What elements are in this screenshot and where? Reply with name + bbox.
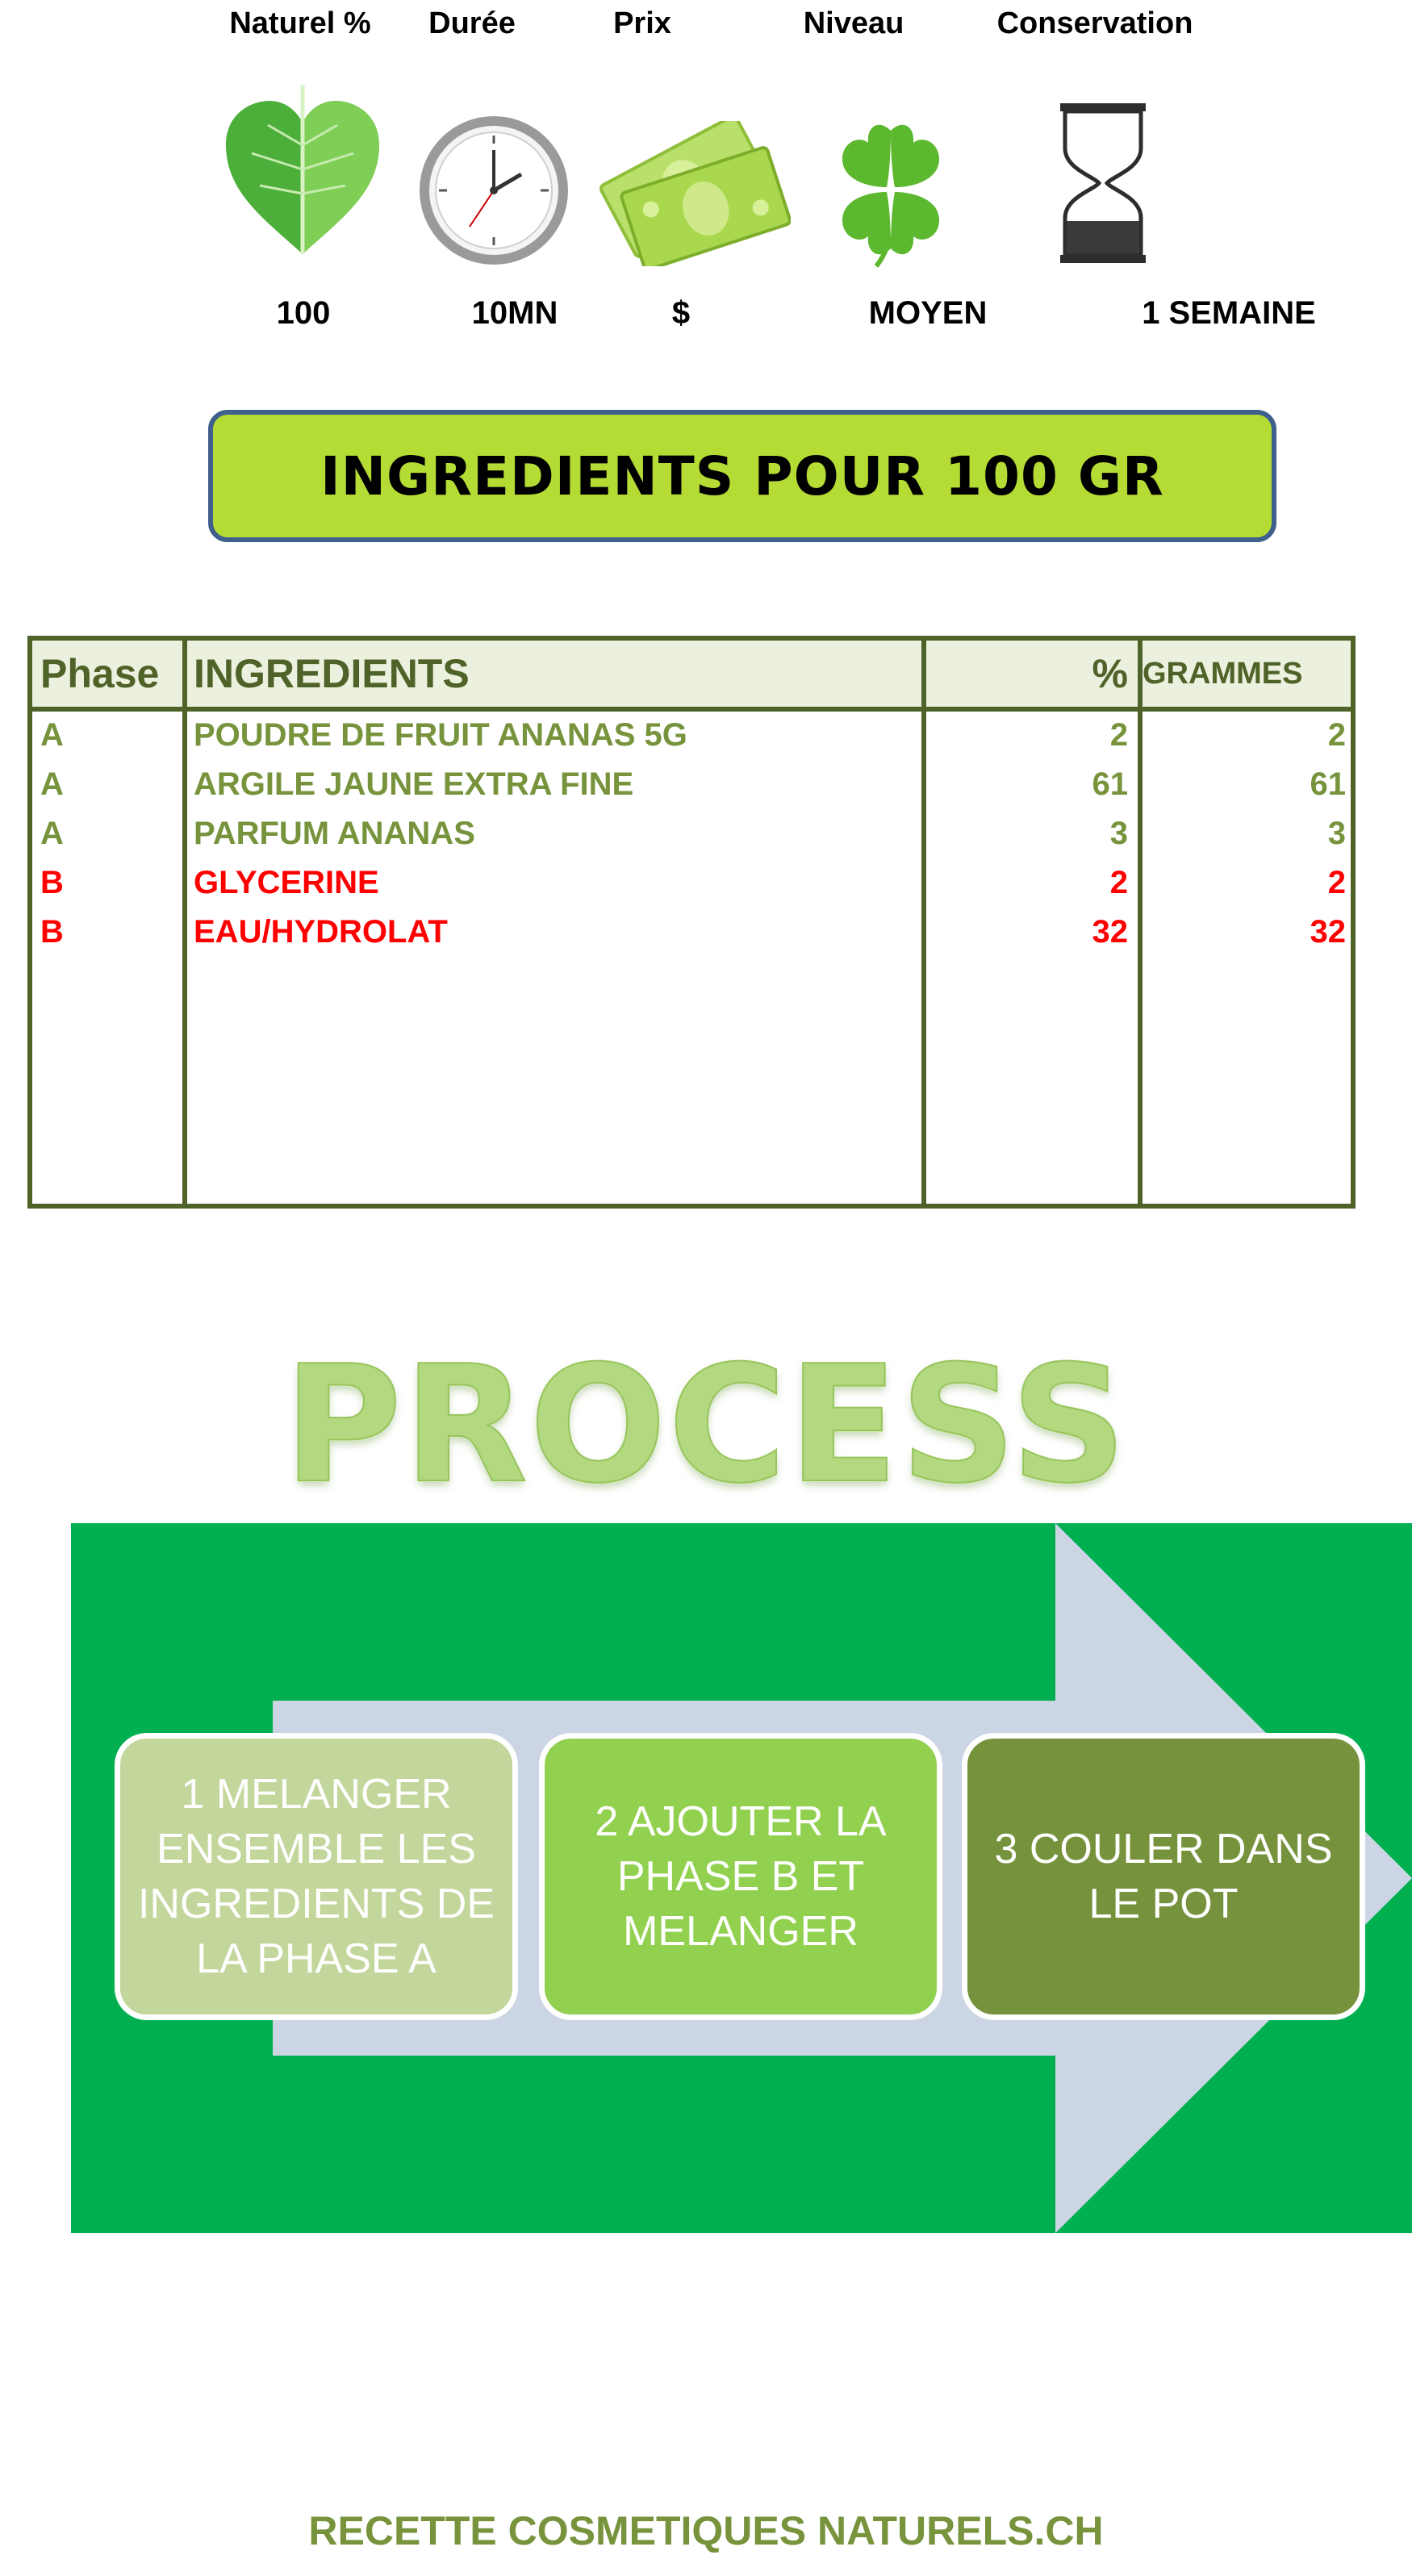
row-grammes: 2 (1327, 717, 1346, 753)
money-bills-icon (589, 121, 791, 266)
clock-icon (413, 110, 574, 271)
ingredients-banner-text: INGREDIENTS POUR 100 GR (320, 445, 1164, 507)
header-ingredients: INGREDIENTS (194, 651, 470, 696)
row-ingredient: PARFUM ANANAS (194, 816, 475, 851)
process-step-1-text: 1 MELANGER ENSEMBLE LES INGREDIENTS DE LA PHASE A (137, 1771, 495, 1982)
four-leaf-clover-icon (810, 115, 971, 268)
ingredients-table (27, 636, 1356, 1209)
row-ingredient: GLYCERINE (194, 865, 379, 900)
ingredients-banner (208, 410, 1276, 542)
footer-site-name: RECETTE COSMETIQUES NATURELS.CH (308, 2508, 1104, 2553)
table-row (32, 759, 1351, 809)
table-row (32, 858, 1351, 908)
row-percent: 3 (1109, 816, 1128, 851)
header-grammes: GRAMMES (1143, 657, 1303, 691)
metric-label-duree: Durée (428, 6, 516, 40)
metric-value-conservation: 1 SEMAINE (1142, 295, 1316, 331)
process-step-1 (115, 1733, 518, 2020)
header-percent: % (1092, 651, 1128, 696)
process-step-2-text: 2 AJOUTER LA PHASE B ET MELANGER (595, 1798, 887, 1955)
row-phase: B (40, 865, 64, 900)
leaf-heart-icon (219, 81, 386, 258)
row-ingredient: POUDRE DE FRUIT ANANAS 5G (194, 717, 687, 753)
row-percent: 2 (1109, 865, 1128, 900)
header-phase: Phase (40, 651, 160, 696)
row-grammes: 32 (1310, 914, 1346, 950)
process-step-2 (539, 1733, 942, 2020)
row-phase: A (40, 766, 64, 802)
metric-label-prix: Prix (613, 6, 671, 40)
metric-label-conservation: Conservation (996, 6, 1193, 40)
metric-value-prix: $ (671, 295, 691, 331)
row-percent: 32 (1092, 914, 1128, 950)
table-row (32, 710, 1351, 760)
row-grammes: 61 (1310, 766, 1346, 802)
metric-value-duree: 10MN (471, 295, 558, 331)
row-ingredient: EAU/HYDROLAT (194, 914, 448, 950)
row-phase: A (40, 717, 64, 753)
table-header (32, 641, 1351, 712)
metric-label-naturel: Naturel % (229, 6, 371, 40)
metric-label-niveau: Niveau (803, 6, 904, 40)
row-ingredient: ARGILE JAUNE EXTRA FINE (194, 766, 634, 802)
process-title: PROCESS (283, 1331, 1129, 1519)
process-step-3 (962, 1733, 1365, 2020)
row-phase: A (40, 816, 64, 851)
row-percent: 61 (1092, 766, 1128, 802)
metric-value-naturel: 100 (276, 295, 331, 331)
table-row (32, 907, 1351, 957)
row-percent: 2 (1109, 717, 1128, 753)
table-row (32, 808, 1351, 858)
process-step-3-text: 3 COULER DANS LE POT (994, 1826, 1333, 1927)
hourglass-icon (1054, 100, 1152, 266)
row-phase: B (40, 914, 64, 950)
row-grammes: 3 (1327, 816, 1346, 851)
row-grammes: 2 (1327, 865, 1346, 900)
metric-value-niveau: MOYEN (868, 295, 988, 331)
